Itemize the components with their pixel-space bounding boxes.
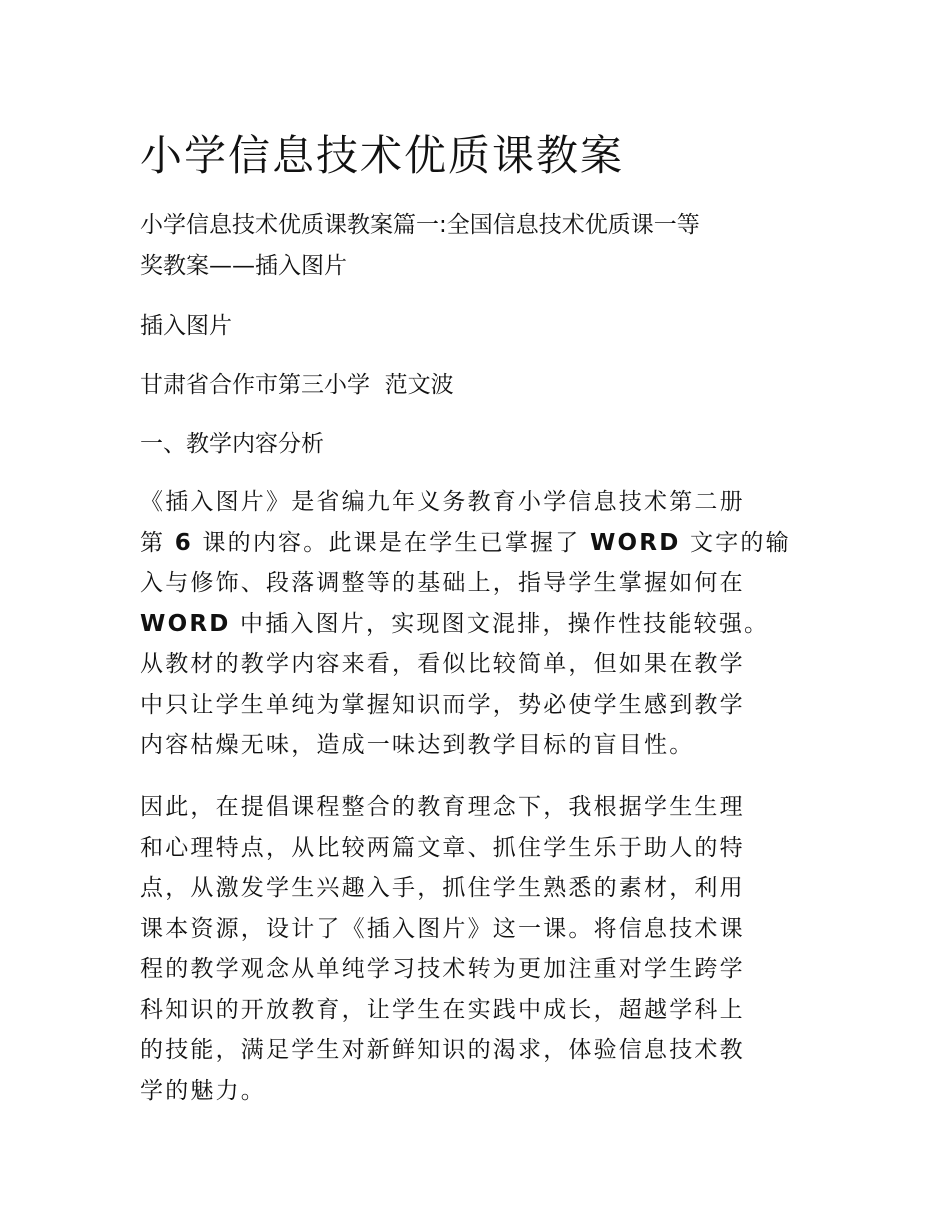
body-text: 中插入图片，实现图文混排，操作性技能较强。: [230, 610, 770, 637]
body-line: 课本资源，设计了《插入图片》这一课。将信息技术课: [140, 915, 745, 942]
lesson-title: 插入图片: [140, 313, 232, 339]
body-text: 文字的输: [680, 529, 791, 556]
body-line: 《插入图片》是省编九年义务教育小学信息技术第二册: [140, 489, 745, 515]
body-line: 科知识的开放教育，让学生在实践中成长，超越学科上: [140, 996, 745, 1023]
body-paragraph-2: [140, 787, 830, 1111]
body-line: 学的魅力。: [140, 1077, 266, 1104]
lesson-title-paragraph: [140, 306, 830, 347]
body-line: 从教材的教学内容来看，看似比较简单，但如果在教学: [140, 651, 745, 677]
body-line: 点，从激发学生兴趣入手，抓住学生熟悉的素材，利用: [140, 875, 745, 901]
body-text: 课的内容。此课是在学生已掌握了: [192, 529, 590, 556]
body-line: 内容枯燥无味，造成一味达到教学目标的盲目性。: [140, 732, 695, 758]
body-line: 因此，在提倡课程整合的教育理念下，我根据学生生理: [140, 794, 745, 820]
body-line: [140, 604, 830, 645]
section-heading-paragraph: [140, 424, 830, 465]
body-line: 的技能，满足学生对新鲜知识的渴求，体验信息技术教: [140, 1037, 745, 1063]
body-line: 中只让学生单纯为掌握知识而学，势必使学生感到教学: [140, 691, 745, 718]
word-keyword: WORD: [589, 529, 681, 556]
lesson-number: 6: [174, 529, 193, 556]
author-line: 甘肃省合作市第三小学 范文波: [140, 372, 454, 398]
subtitle-line: 小学信息技术优质课教案篇一:全国信息技术优质课一等: [140, 212, 700, 238]
body-paragraph-1: [140, 482, 830, 766]
author-paragraph: [140, 365, 830, 406]
body-line: 和心理特点，从比较两篇文章、抓住学生乐于助人的特: [140, 834, 745, 861]
body-line: 程的教学观念从单纯学习技术转为更加注重对学生跨学: [140, 956, 745, 982]
subtitle-line: 奖教案——插入图片: [140, 252, 347, 279]
document-title: 小学信息技术优质课教案: [140, 131, 625, 180]
body-line: [140, 523, 830, 564]
body-line: 入与修饰、段落调整等的基础上，指导学生掌握如何在: [140, 570, 745, 596]
body-text: 第: [140, 529, 175, 556]
subtitle-paragraph: [140, 205, 830, 286]
word-keyword: WORD: [140, 610, 231, 637]
section-heading: 一、教学内容分析: [140, 431, 324, 457]
